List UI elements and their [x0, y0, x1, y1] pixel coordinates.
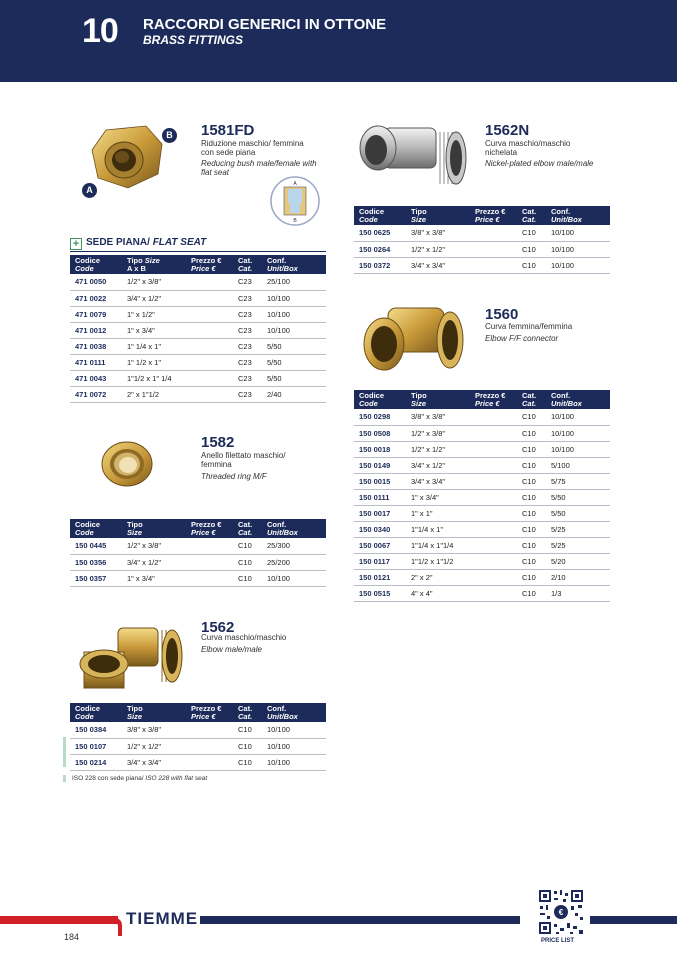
cell-price — [470, 473, 517, 489]
cell-cat: C10 — [517, 225, 546, 241]
cell-conf: 2/40 — [262, 386, 326, 402]
cell-conf: 10/100 — [262, 570, 326, 586]
cell-size: 3/8" x 3/8" — [122, 722, 186, 738]
cell-code: 150 0340 — [354, 521, 406, 537]
cell-size: 3/8" x 3/8" — [406, 225, 470, 241]
cell-size: 3/4" x 1/2" — [122, 554, 186, 570]
cell-cat: C10 — [233, 554, 262, 570]
product-desc-en-1582: Threaded ring M/F — [201, 472, 267, 481]
cell-cat: C10 — [517, 521, 546, 537]
table-row — [354, 521, 610, 537]
cell-conf: 10/100 — [262, 322, 326, 338]
cell-cat: C10 — [517, 257, 546, 273]
cell-size: 2" x 1"1/2 — [122, 386, 186, 402]
table-row — [70, 738, 326, 754]
price-list-label: PRICE LIST — [541, 938, 575, 944]
cell-cat: C10 — [517, 489, 546, 505]
cell-code: 471 0072 — [70, 386, 122, 402]
elbow-male-image — [74, 622, 184, 694]
cell-price — [470, 521, 517, 537]
cell-conf: 5/50 — [546, 489, 610, 505]
cell-conf: 10/100 — [262, 722, 326, 738]
cell-conf: 10/100 — [546, 225, 610, 241]
chapter-number: 10 — [82, 12, 118, 50]
cell-size: 1"1/4 x 1"1/4 — [406, 537, 470, 553]
badge-a: A — [82, 183, 97, 198]
cell-price — [186, 354, 233, 370]
cell-conf: 5/20 — [546, 553, 610, 569]
cell-conf: 5/50 — [262, 370, 326, 386]
cell-conf: 10/100 — [546, 441, 610, 457]
cell-code: 150 0298 — [354, 409, 406, 425]
cell-price — [470, 225, 517, 241]
table-row — [70, 322, 326, 338]
cell-cat: C23 — [233, 338, 262, 354]
table-row — [354, 225, 610, 241]
diagram-label-a: A — [293, 181, 297, 187]
cell-price — [186, 306, 233, 322]
reducing-bush-image — [88, 122, 168, 192]
product-desc-en-1581fd: Reducing bush male/female with flat seat — [201, 159, 317, 177]
table-row — [70, 306, 326, 322]
diagram-label-b: B — [293, 218, 297, 224]
cell-conf: 5/50 — [546, 505, 610, 521]
table-row — [70, 290, 326, 306]
cell-size: 3/4" x 1/2" — [122, 290, 186, 306]
cell-code: 150 0149 — [354, 457, 406, 473]
cell-code: 150 0067 — [354, 537, 406, 553]
page-number: 184 — [64, 932, 80, 942]
cell-price — [470, 257, 517, 273]
cell-cat: C23 — [233, 386, 262, 402]
cell-cat: C10 — [233, 722, 262, 738]
cell-cat: C23 — [233, 370, 262, 386]
cell-conf: 25/200 — [262, 554, 326, 570]
cell-conf: 2/10 — [546, 569, 610, 585]
cell-code: 150 0015 — [354, 473, 406, 489]
cell-size: 1" 1/2 x 1" — [122, 354, 186, 370]
cell-size: 3/8" x 3/8" — [406, 409, 470, 425]
cell-conf: 25/300 — [262, 538, 326, 554]
cell-size: 1"1/2 x 1" 1/4 — [122, 370, 186, 386]
cell-size: 1/2" x 3/8" — [122, 274, 186, 290]
cell-size: 1/2" x 1/2" — [406, 241, 470, 257]
footer-navy-bar — [200, 916, 520, 924]
cell-cat: C23 — [233, 354, 262, 370]
cell-code: 150 0357 — [70, 570, 122, 586]
cell-code: 150 0372 — [354, 257, 406, 273]
product-code-1581fd: 1581FD — [201, 122, 255, 139]
cell-conf: 5/50 — [262, 338, 326, 354]
cell-cat: C23 — [233, 290, 262, 306]
cell-price — [470, 569, 517, 585]
product-code-1560: 1560 — [485, 306, 519, 323]
cell-code: 150 0625 — [354, 225, 406, 241]
cell-code: 150 0515 — [354, 585, 406, 601]
table-row — [70, 370, 326, 386]
plus-icon: + — [70, 238, 82, 250]
table-row — [354, 457, 610, 473]
table-1582: Codice Code Tipo Size Prezzo € Price € Cat. Cat. Conf. Unit/Box 150 0445 1/2" x 3/8" C10 25/300 150 0356 3/4" x 1/2" C10 25/200 150 0357 1" x 3/4" C10 10/100 — [70, 519, 326, 587]
cell-code: 150 0214 — [70, 754, 122, 770]
cell-cat: C10 — [517, 425, 546, 441]
table-1581fd: Codice Code Tipo Size A x B Prezzo € Price € Cat. Cat. Conf. Unit/Box 471 0050 1/2" x 3/8" C23 25/100 471 0022 3/4" x 1/2" C23 10/100 471 0079 1" x 1/2" C23 10/100 471 0012 1" x 3/4" C23 10/100 471 0038 1" 1/4 x 1" C23 5/50 471 0111 1" 1/2 x 1" C23 5/50 471 0043 1"1/2 x 1" 1/4 C23 5/50 471 0072 2" x 1"1/2 C23 2/40 — [70, 255, 326, 403]
cell-size: 3/4" x 3/4" — [406, 257, 470, 273]
cell-size: 1"1/4 x 1" — [406, 521, 470, 537]
product-desc-it-1581fd: Riduzione maschio/ femmina con sede piana — [201, 139, 304, 157]
cell-cat: C10 — [517, 505, 546, 521]
cell-price — [470, 505, 517, 521]
cell-price — [470, 409, 517, 425]
table-row — [70, 722, 326, 738]
cell-cat: C10 — [517, 537, 546, 553]
page-header — [0, 0, 677, 82]
cell-price — [470, 457, 517, 473]
qr-code-icon[interactable] — [537, 888, 585, 936]
cell-price — [186, 538, 233, 554]
brand-logo: TIEMME — [126, 909, 199, 928]
cell-size: 1" x 1/2" — [122, 306, 186, 322]
cell-conf: 5/25 — [546, 521, 610, 537]
cell-conf: 10/100 — [546, 425, 610, 441]
cell-code: 150 0018 — [354, 441, 406, 457]
cell-size: 1" x 1" — [406, 505, 470, 521]
table-row — [354, 473, 610, 489]
cell-size: 4" x 4" — [406, 585, 470, 601]
cell-size: 3/4" x 3/4" — [122, 754, 186, 770]
cell-cat: C10 — [233, 738, 262, 754]
cell-size: 3/4" x 1/2" — [406, 457, 470, 473]
cell-code: 150 0356 — [70, 554, 122, 570]
table-row — [354, 585, 610, 601]
cell-conf: 5/100 — [546, 457, 610, 473]
cell-code: 471 0111 — [70, 354, 122, 370]
cell-cat: C10 — [517, 241, 546, 257]
cell-conf: 10/100 — [546, 241, 610, 257]
cell-conf: 5/25 — [546, 537, 610, 553]
cell-size: 1/2" x 3/8" — [122, 538, 186, 554]
cell-code: 471 0012 — [70, 322, 122, 338]
cell-code: 471 0038 — [70, 338, 122, 354]
cell-price — [470, 553, 517, 569]
cell-price — [186, 754, 233, 770]
cell-conf: 5/50 — [262, 354, 326, 370]
cell-price — [186, 554, 233, 570]
cell-cat: C23 — [233, 274, 262, 290]
cell-cat: C10 — [233, 570, 262, 586]
cell-code: 150 0264 — [354, 241, 406, 257]
table-row — [354, 441, 610, 457]
table-row — [70, 538, 326, 554]
cell-conf: 10/100 — [262, 754, 326, 770]
cell-code: 150 0445 — [70, 538, 122, 554]
cell-price — [470, 441, 517, 457]
nickel-elbow-image — [356, 122, 468, 194]
cell-cat: C10 — [517, 585, 546, 601]
tiemme-logo-mark — [96, 918, 126, 936]
cell-price — [470, 489, 517, 505]
cell-conf: 25/100 — [262, 274, 326, 290]
cell-code: 471 0043 — [70, 370, 122, 386]
chapter-subtitle: BRASS FITTINGS — [143, 33, 244, 47]
table-row — [354, 241, 610, 257]
table-row — [354, 409, 610, 425]
table-row — [70, 554, 326, 570]
table-1560: Codice Code Tipo Size Prezzo € Price € Cat. Cat. Conf. Unit/Box 150 0298 3/8" x 3/8" C10 10/100 150 0508 1/2" x 3/8" C10 10/100 150 0018 1/2" x 1/2" C10 10/100 150 0149 3/4" x 1/2" C10 5/100 150 0015 3/4" x 3/4" C10 5/75 150 0111 1" x 3/4" C10 5/50 150 0017 1" x 1" C10 5/50 150 0340 1"1/4 x 1" C10 5/25 150 0067 1"1/4 x 1"1/4 C10 5/25 150 0117 1"1/2 x 1"1/2 C10 5/20 150 0121 2" x 2" C10 2/10 150 0515 4" x 4" C10 1/3 — [354, 390, 610, 602]
cell-code: 471 0022 — [70, 290, 122, 306]
cell-price — [470, 241, 517, 257]
cell-code: 471 0079 — [70, 306, 122, 322]
table-row — [70, 570, 326, 586]
cell-cat: C23 — [233, 322, 262, 338]
cell-size: 2" x 2" — [406, 569, 470, 585]
footer-navy-bar-right — [590, 916, 677, 924]
cell-cat: C10 — [517, 409, 546, 425]
cell-price — [186, 338, 233, 354]
cell-code: 471 0050 — [70, 274, 122, 290]
cell-size: 1/2" x 1/2" — [122, 738, 186, 754]
cell-cat: C10 — [233, 754, 262, 770]
cell-cat: C10 — [233, 538, 262, 554]
flat-seat-heading: + SEDE PIANA/ FLAT SEAT — [70, 237, 206, 250]
cell-size: 3/4" x 3/4" — [406, 473, 470, 489]
cell-cat: C10 — [517, 553, 546, 569]
cell-price — [186, 738, 233, 754]
cell-code: 150 0117 — [354, 553, 406, 569]
threaded-ring-image — [100, 440, 155, 488]
chapter-title: RACCORDI GENERICI IN OTTONE — [143, 16, 387, 33]
product-desc-it-1562: Curva maschio/maschio — [201, 633, 287, 642]
table-row — [70, 274, 326, 290]
cell-code: 150 0017 — [354, 505, 406, 521]
product-desc-it-1562n: Curva maschio/maschio nichelata — [485, 139, 571, 157]
cell-size: 1/2" x 3/8" — [406, 425, 470, 441]
cell-conf: 1/3 — [546, 585, 610, 601]
cell-conf: 10/100 — [262, 290, 326, 306]
product-desc-it-1560: Curva femmina/femmina — [485, 322, 573, 331]
product-desc-en-1562: Elbow male/male — [201, 645, 262, 654]
section-diagram-image — [270, 176, 320, 226]
cell-price — [186, 322, 233, 338]
cell-code: 150 0107 — [70, 738, 122, 754]
table-row — [354, 425, 610, 441]
table-row — [354, 569, 610, 585]
product-desc-it-1582: Anello filettato maschio/ femmina — [201, 451, 286, 469]
cell-cat: C10 — [517, 569, 546, 585]
table-row — [354, 489, 610, 505]
table-row — [70, 354, 326, 370]
cell-code: 150 0111 — [354, 489, 406, 505]
product-desc-en-1560: Elbow F/F connector — [485, 334, 559, 343]
cell-price — [186, 570, 233, 586]
cell-size: 1" 1/4 x 1" — [122, 338, 186, 354]
table-row — [70, 386, 326, 402]
cell-price — [470, 537, 517, 553]
table-1562n: Codice Code Tipo Size Prezzo € Price € Cat. Cat. Conf. Unit/Box 150 0625 3/8" x 3/8" C10 10/100 150 0264 1/2" x 1/2" C10 10/100 150 0372 3/4" x 3/4" C10 10/100 — [354, 206, 610, 274]
cell-cat: C23 — [233, 306, 262, 322]
cell-conf: 10/100 — [546, 409, 610, 425]
svg-text:€: € — [558, 908, 564, 917]
cell-size: 1"1/2 x 1"1/2 — [406, 553, 470, 569]
cell-code: 150 0508 — [354, 425, 406, 441]
product-desc-en-1562n: Nickel-plated elbow male/male — [485, 159, 594, 168]
cell-price — [470, 585, 517, 601]
product-code-1562: 1562 — [201, 619, 235, 636]
product-code-1562n: 1562N — [485, 122, 530, 139]
elbow-female-image — [362, 304, 466, 376]
cell-conf: 10/100 — [546, 257, 610, 273]
iso-note: ISO 228 con sede piana/ ISO 228 with flat seat — [63, 775, 207, 782]
table-row — [70, 754, 326, 770]
cell-conf: 10/100 — [262, 306, 326, 322]
product-code-1582: 1582 — [201, 434, 235, 451]
table-row — [354, 257, 610, 273]
cell-size: 1/2" x 1/2" — [406, 441, 470, 457]
divider — [70, 251, 326, 252]
cell-size: 1" x 3/4" — [406, 489, 470, 505]
cell-price — [186, 370, 233, 386]
badge-b: B — [162, 128, 177, 143]
table-row — [354, 537, 610, 553]
flat-seat-marker — [63, 737, 66, 767]
cell-conf: 10/100 — [262, 738, 326, 754]
table-1562: Codice Code Tipo Size Prezzo € Price € Cat. Cat. Conf. Unit/Box 150 0384 3/8" x 3/8" C10 10/100 150 0107 1/2" x 1/2" C10 10/100 150 0214 3/4" x 3/4" C10 10/100 — [70, 703, 326, 771]
table-row — [70, 338, 326, 354]
cell-cat: C10 — [517, 457, 546, 473]
table-row — [354, 505, 610, 521]
cell-cat: C10 — [517, 473, 546, 489]
cell-code: 150 0121 — [354, 569, 406, 585]
cell-cat: C10 — [517, 441, 546, 457]
cell-price — [186, 290, 233, 306]
cell-size: 1" x 3/4" — [122, 570, 186, 586]
cell-price — [186, 722, 233, 738]
cell-size: 1" x 3/4" — [122, 322, 186, 338]
cell-price — [470, 425, 517, 441]
table-row — [354, 553, 610, 569]
cell-price — [186, 386, 233, 402]
cell-code: 150 0384 — [70, 722, 122, 738]
cell-conf: 5/75 — [546, 473, 610, 489]
cell-price — [186, 274, 233, 290]
